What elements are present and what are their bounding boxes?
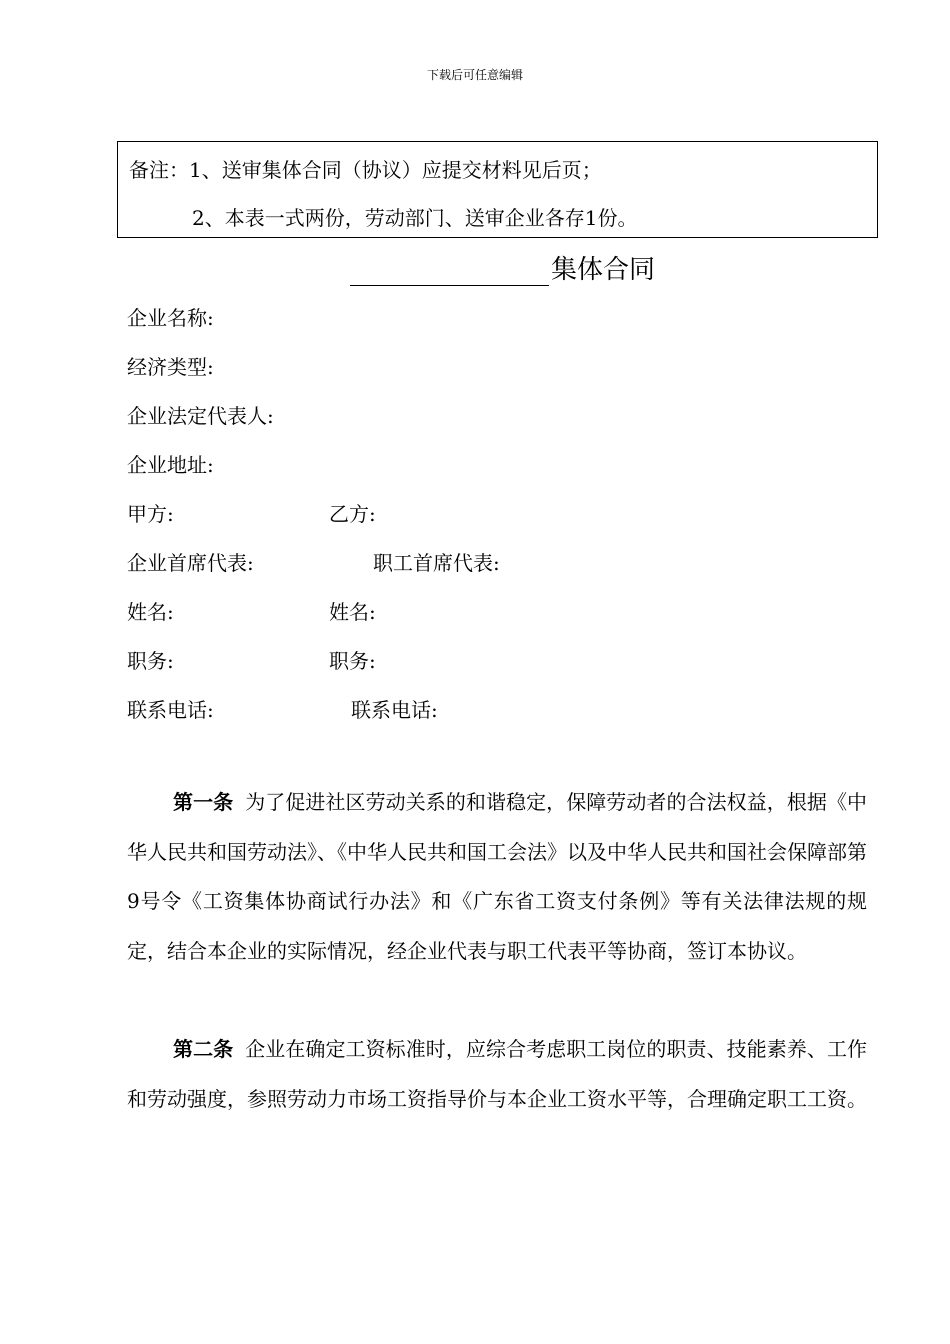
article-1-text: 为了促进社区劳动关系的和谐稳定，保障劳动者的合法权益，根据《中华人民共和国劳动法》、《中华人民共和国工会法》以及中华人民共和国社会保障部第9号令《工资集体协商试行办法》和《广东省工资支付条例》等有关法律法规的规定，结合本企业的实际情况，经企业代表与职工代表平等协商，签订本协议。 (127, 790, 868, 963)
page-header-note: 下载后可任意编辑 (426, 68, 523, 82)
field-company-chief-rep: 企业首席代表: (127, 551, 254, 575)
article-1 (127, 778, 867, 976)
field-worker-chief-rep: 职工首席代表: (373, 551, 500, 575)
field-legal-representative: 企业法定代表人: (127, 404, 274, 428)
article-2 (127, 1025, 867, 1124)
field-party-a: 甲方: (127, 502, 174, 526)
field-company-address: 企业地址: (127, 453, 214, 477)
contract-title (350, 249, 655, 286)
article-2-label: 第二条 (173, 1037, 234, 1061)
field-economic-type: 经济类型: (127, 355, 214, 379)
field-name-a: 姓名: (127, 600, 174, 624)
field-phone-a: 联系电话: (127, 698, 214, 722)
field-position-a: 职务: (127, 649, 174, 673)
field-name-b: 姓名: (329, 600, 376, 624)
remarks-box (117, 141, 878, 238)
field-company-name: 企业名称: (127, 306, 214, 330)
title-blank-line (350, 259, 549, 286)
field-party-b: 乙方: (329, 502, 376, 526)
article-1-label: 第一条 (173, 790, 234, 814)
remarks-line-1: 备注：1、送审集体合同（协议）应提交材料见后页； (129, 158, 602, 182)
contract-title-text: 集体合同 (551, 255, 656, 285)
article-2-text: 企业在确定工资标准时，应综合考虑职工岗位的职责、技能素养、工作和劳动强度，参照劳动力市场工资指导价与本企业工资水平等，合理确定职工工资。 (127, 1037, 868, 1111)
remarks-line-2: 2、本表一式两份，劳动部门、送审企业各存1份。 (192, 206, 638, 230)
field-phone-b: 联系电话: (351, 698, 438, 722)
field-position-b: 职务: (329, 649, 376, 673)
